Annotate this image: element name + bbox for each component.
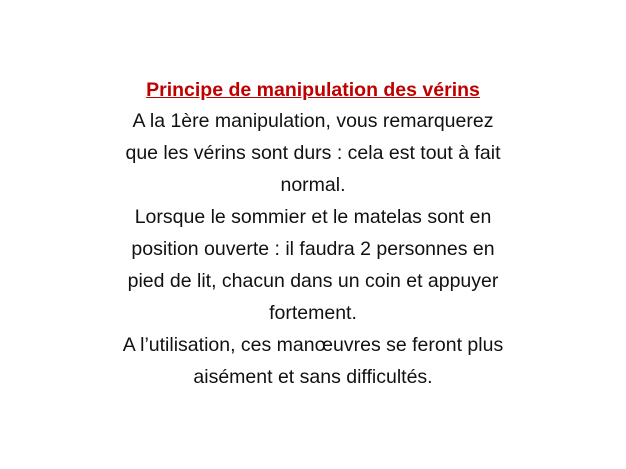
text-line: Lorsque le sommier et le matelas sont en: [134, 206, 492, 228]
document-body: [0, 76, 626, 393]
document-title: Principe de manipulation des vérins: [146, 79, 480, 101]
text-line: pied de lit, chacun dans un coin et appuyer: [127, 270, 499, 292]
text-line: que les vérins sont durs : cela est tout à fait: [125, 142, 501, 164]
text-line: normal.: [280, 174, 346, 196]
text-line: A la 1ère manipulation, vous remarquerez: [132, 110, 494, 132]
text-line: position ouverte : il faudra 2 personnes en: [131, 238, 495, 260]
text-line: A l’utilisation, ces manœuvres se feront plus: [122, 334, 504, 356]
text-line: aisément et sans difficultés.: [193, 366, 433, 388]
text-line: fortement.: [269, 302, 357, 324]
